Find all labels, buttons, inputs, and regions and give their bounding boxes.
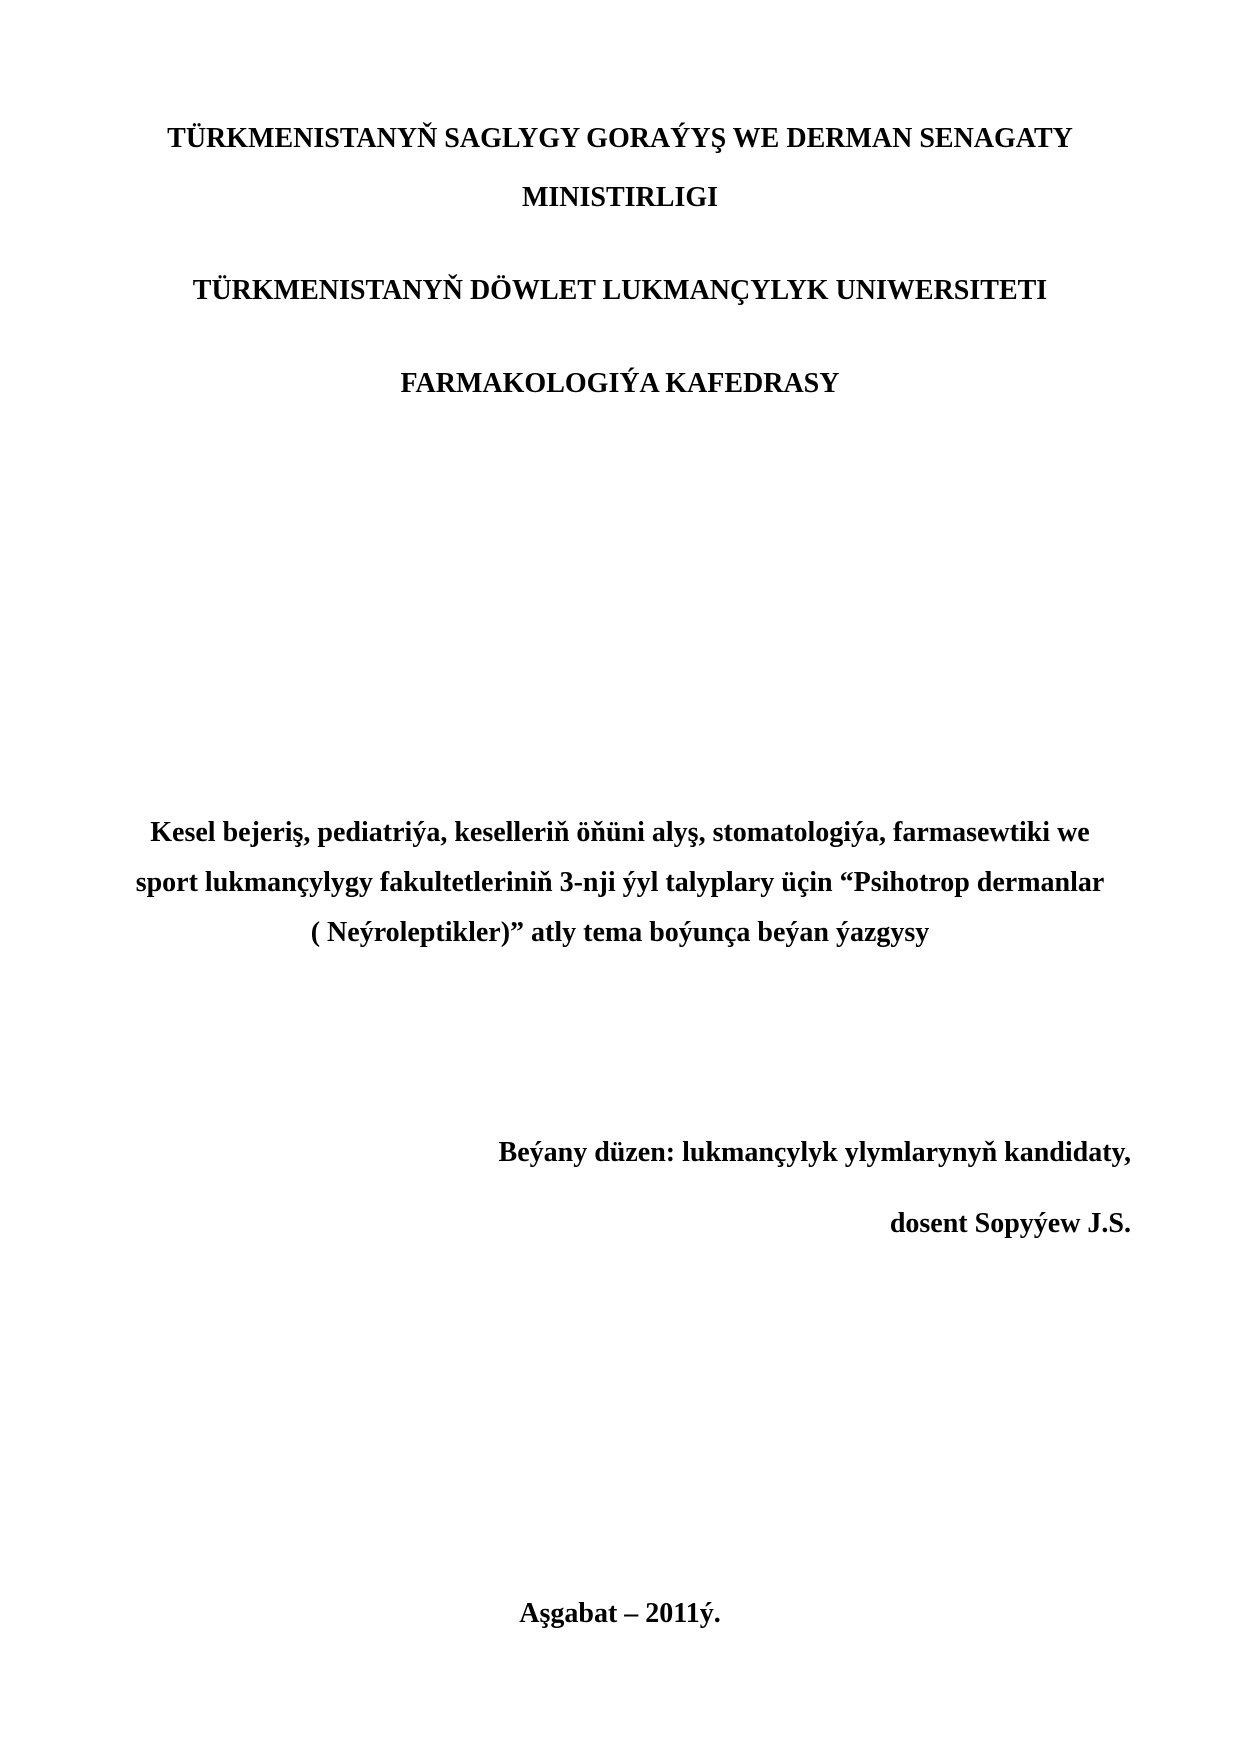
footer-city-year: Aşgabat – 2011ý.	[519, 1598, 721, 1629]
ministry-title-line-1: TÜRKMENISTANYŇ SAGLYGY GORAÝYŞ WE DERMAN SENAGATY	[167, 123, 1073, 154]
ministry-title-line-2: MINISTIRLIGI	[521, 182, 719, 213]
department-name: FARMAKOLOGIÝA KAFEDRASY	[400, 368, 840, 399]
author-credentials: Beýany düzen: lukmançylyk ylymlarynyň kandidaty,	[498, 1137, 1131, 1168]
description-line-1: Kesel bejeriş, pediatriýa, keselleriň öňüni alyş, stomatologiýa, farmasewtiki we	[150, 817, 1090, 848]
description-line-2: sport lukmançylygy fakultetleriniň 3-nji ýyl talyplary üçin “Psihotrop dermanlar	[135, 867, 1105, 898]
university-name: TÜRKMENISTANYŇ DÖWLET LUKMANÇYLYK UNIWERSITETI	[192, 275, 1048, 306]
description-line-3: ( Neýroleptikler)” atly tema boýunça beýan ýazgysy	[310, 917, 930, 948]
author-name: dosent Sopyýew J.S.	[889, 1208, 1131, 1239]
